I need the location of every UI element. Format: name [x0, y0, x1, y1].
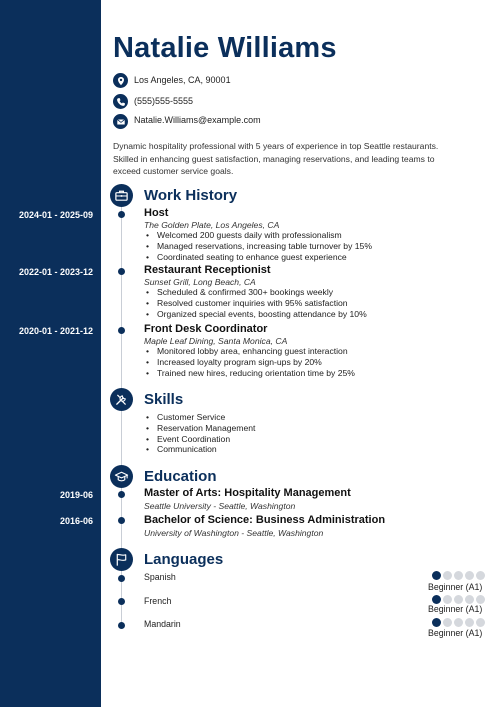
- rating-dot-empty: [454, 595, 463, 604]
- sidebar: [0, 0, 101, 707]
- job-title: Front Desk Coordinator: [144, 323, 268, 335]
- section-title-work-history: Work History: [144, 187, 238, 204]
- job-dates: 2022-01 - 2023-12: [18, 267, 93, 277]
- graduation-cap-icon: [110, 465, 133, 488]
- rating-dot-empty: [465, 571, 474, 580]
- job-bullets: [146, 346, 355, 378]
- education-date: 2019-06: [59, 490, 93, 500]
- job-bullet: • Trained new hires, reducing orientation time by 25%: [146, 368, 355, 379]
- flag-icon: [110, 548, 133, 571]
- job-dates: 2024-01 - 2025-09: [18, 210, 93, 220]
- job-bullet: • Resolved customer inquiries with 95% satisfaction: [146, 298, 367, 309]
- job-bullet: • Increased loyalty program sign-ups by 20%: [146, 357, 355, 368]
- job-dates: 2020-01 - 2021-12: [18, 326, 93, 336]
- language-level: Beginner (A1): [428, 582, 483, 592]
- skills-list: [146, 412, 255, 455]
- section-title-skills: Skills: [144, 391, 184, 408]
- education-degree: Bachelor of Science: Business Administration: [144, 514, 386, 526]
- language-rating: [432, 595, 485, 604]
- rating-dot-empty: [465, 618, 474, 627]
- rating-dot-empty: [443, 571, 452, 580]
- skill-item: • Event Coordination: [146, 434, 255, 445]
- education-school: Seattle University - Seattle, Washington: [144, 501, 296, 511]
- job-company: Maple Leaf Dining, Santa Monica, CA: [144, 336, 288, 346]
- rating-dot-empty: [443, 595, 452, 604]
- rating-dot-filled: [432, 571, 441, 580]
- job-title: Restaurant Receptionist: [144, 264, 271, 276]
- language-level: Beginner (A1): [428, 628, 483, 638]
- timeline-dot: [118, 517, 125, 524]
- contact-email[interactable]: Natalie.Williams@example.com: [134, 115, 261, 125]
- job-title: Host: [144, 207, 169, 219]
- skill-item: • Customer Service: [146, 412, 255, 423]
- location-pin-icon: [113, 73, 128, 88]
- timeline-dot: [118, 598, 125, 605]
- timeline-dot: [118, 268, 125, 275]
- tools-icon: [110, 388, 133, 411]
- job-bullet: • Monitored lobby area, enhancing guest interaction: [146, 346, 355, 357]
- job-bullet: • Welcomed 200 guests daily with professionalism: [146, 230, 372, 241]
- job-bullet: • Managed reservations, increasing table turnover by 15%: [146, 241, 372, 252]
- rating-dot-empty: [476, 618, 485, 627]
- contact-address: Los Angeles, CA, 90001: [134, 75, 231, 85]
- job-bullets: [146, 287, 367, 319]
- briefcase-icon: [110, 184, 133, 207]
- rating-dot-empty: [476, 571, 485, 580]
- skill-item: • Communication: [146, 444, 255, 455]
- rating-dot-empty: [443, 618, 452, 627]
- phone-icon: [113, 94, 128, 109]
- education-school: University of Washington - Seattle, Washington: [144, 528, 324, 538]
- candidate-name: Natalie Williams: [113, 32, 337, 64]
- rating-dot-empty: [476, 595, 485, 604]
- timeline-dot: [118, 211, 125, 218]
- education-date: 2016-06: [59, 516, 93, 526]
- professional-summary: Dynamic hospitality professional with 5 years of experience in top Seattle restaurants. Skilled in enhancing guest satisfaction, managing reservations, and leading teams to exceed customer service goals.: [113, 141, 439, 176]
- section-title-education: Education: [144, 468, 217, 485]
- job-bullet: • Coordinated seating to enhance guest experience: [146, 252, 372, 263]
- timeline-dot: [118, 622, 125, 629]
- section-title-languages: Languages: [144, 551, 224, 568]
- rating-dot-filled: [432, 595, 441, 604]
- mail-icon: [113, 114, 128, 129]
- language-rating: [432, 618, 485, 627]
- language-name: French: [144, 596, 172, 606]
- timeline-dot: [118, 575, 125, 582]
- job-company: The Golden Plate, Los Angeles, CA: [144, 220, 280, 230]
- language-level: Beginner (A1): [428, 604, 483, 614]
- language-rating: [432, 571, 485, 580]
- job-bullet: • Organized special events, boosting attendance by 10%: [146, 309, 367, 320]
- language-name: Mandarin: [144, 619, 181, 629]
- contact-phone[interactable]: (555)555-5555: [134, 96, 194, 106]
- skill-item: • Reservation Management: [146, 423, 255, 434]
- timeline-dot: [118, 327, 125, 334]
- timeline-dot: [118, 491, 125, 498]
- language-name: Spanish: [144, 572, 176, 582]
- job-bullet: • Scheduled & confirmed 300+ bookings weekly: [146, 287, 367, 298]
- rating-dot-empty: [465, 595, 474, 604]
- rating-dot-empty: [454, 618, 463, 627]
- rating-dot-empty: [454, 571, 463, 580]
- job-bullets: [146, 230, 372, 262]
- education-degree: Master of Arts: Hospitality Management: [144, 487, 351, 499]
- rating-dot-filled: [432, 618, 441, 627]
- job-company: Sunset Grill, Long Beach, CA: [144, 277, 256, 287]
